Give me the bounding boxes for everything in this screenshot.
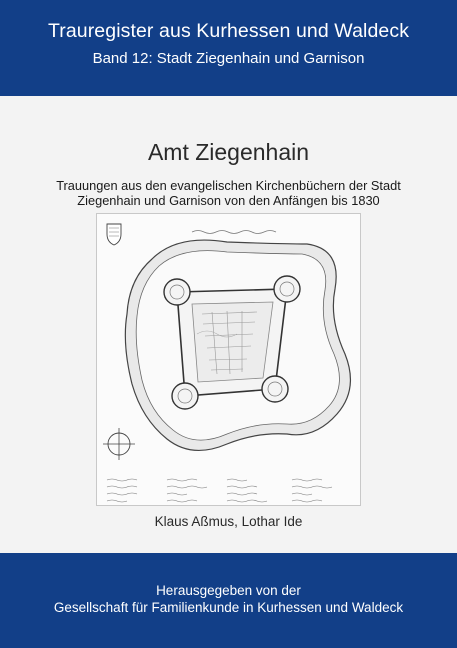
subtitle: [20, 178, 437, 208]
fortress-plan-drawing: [97, 214, 360, 505]
volume-title: Band 12: Stadt Ziegenhain und Garnison: [92, 50, 365, 67]
header-band: [0, 0, 457, 96]
map-caption-scribble: [192, 231, 276, 234]
fortress-bastions: [164, 276, 300, 409]
compass-icon: [103, 428, 135, 460]
fortress-map-image: [96, 213, 361, 506]
subtitle-line-1: Trauungen aus den evangelischen Kirchenbüchern der Stadt: [56, 178, 401, 193]
main-title: Amt Ziegenhain: [147, 139, 310, 165]
series-title: Trauregister aus Kurhessen und Waldeck: [47, 20, 410, 42]
authors: Klaus Aßmus, Lothar Ide: [154, 514, 303, 529]
publisher-band: [0, 553, 457, 648]
map-legend: [107, 479, 332, 502]
coat-of-arms-icon: [107, 224, 121, 245]
publisher-line-1: Herausgegeben von der: [156, 583, 301, 598]
publisher-line-2: Gesellschaft für Familienkunde in Kurhessen und Waldeck: [53, 600, 404, 615]
subtitle-line-2: Ziegenhain und Garnison von den Anfängen bis 1830: [77, 193, 380, 208]
